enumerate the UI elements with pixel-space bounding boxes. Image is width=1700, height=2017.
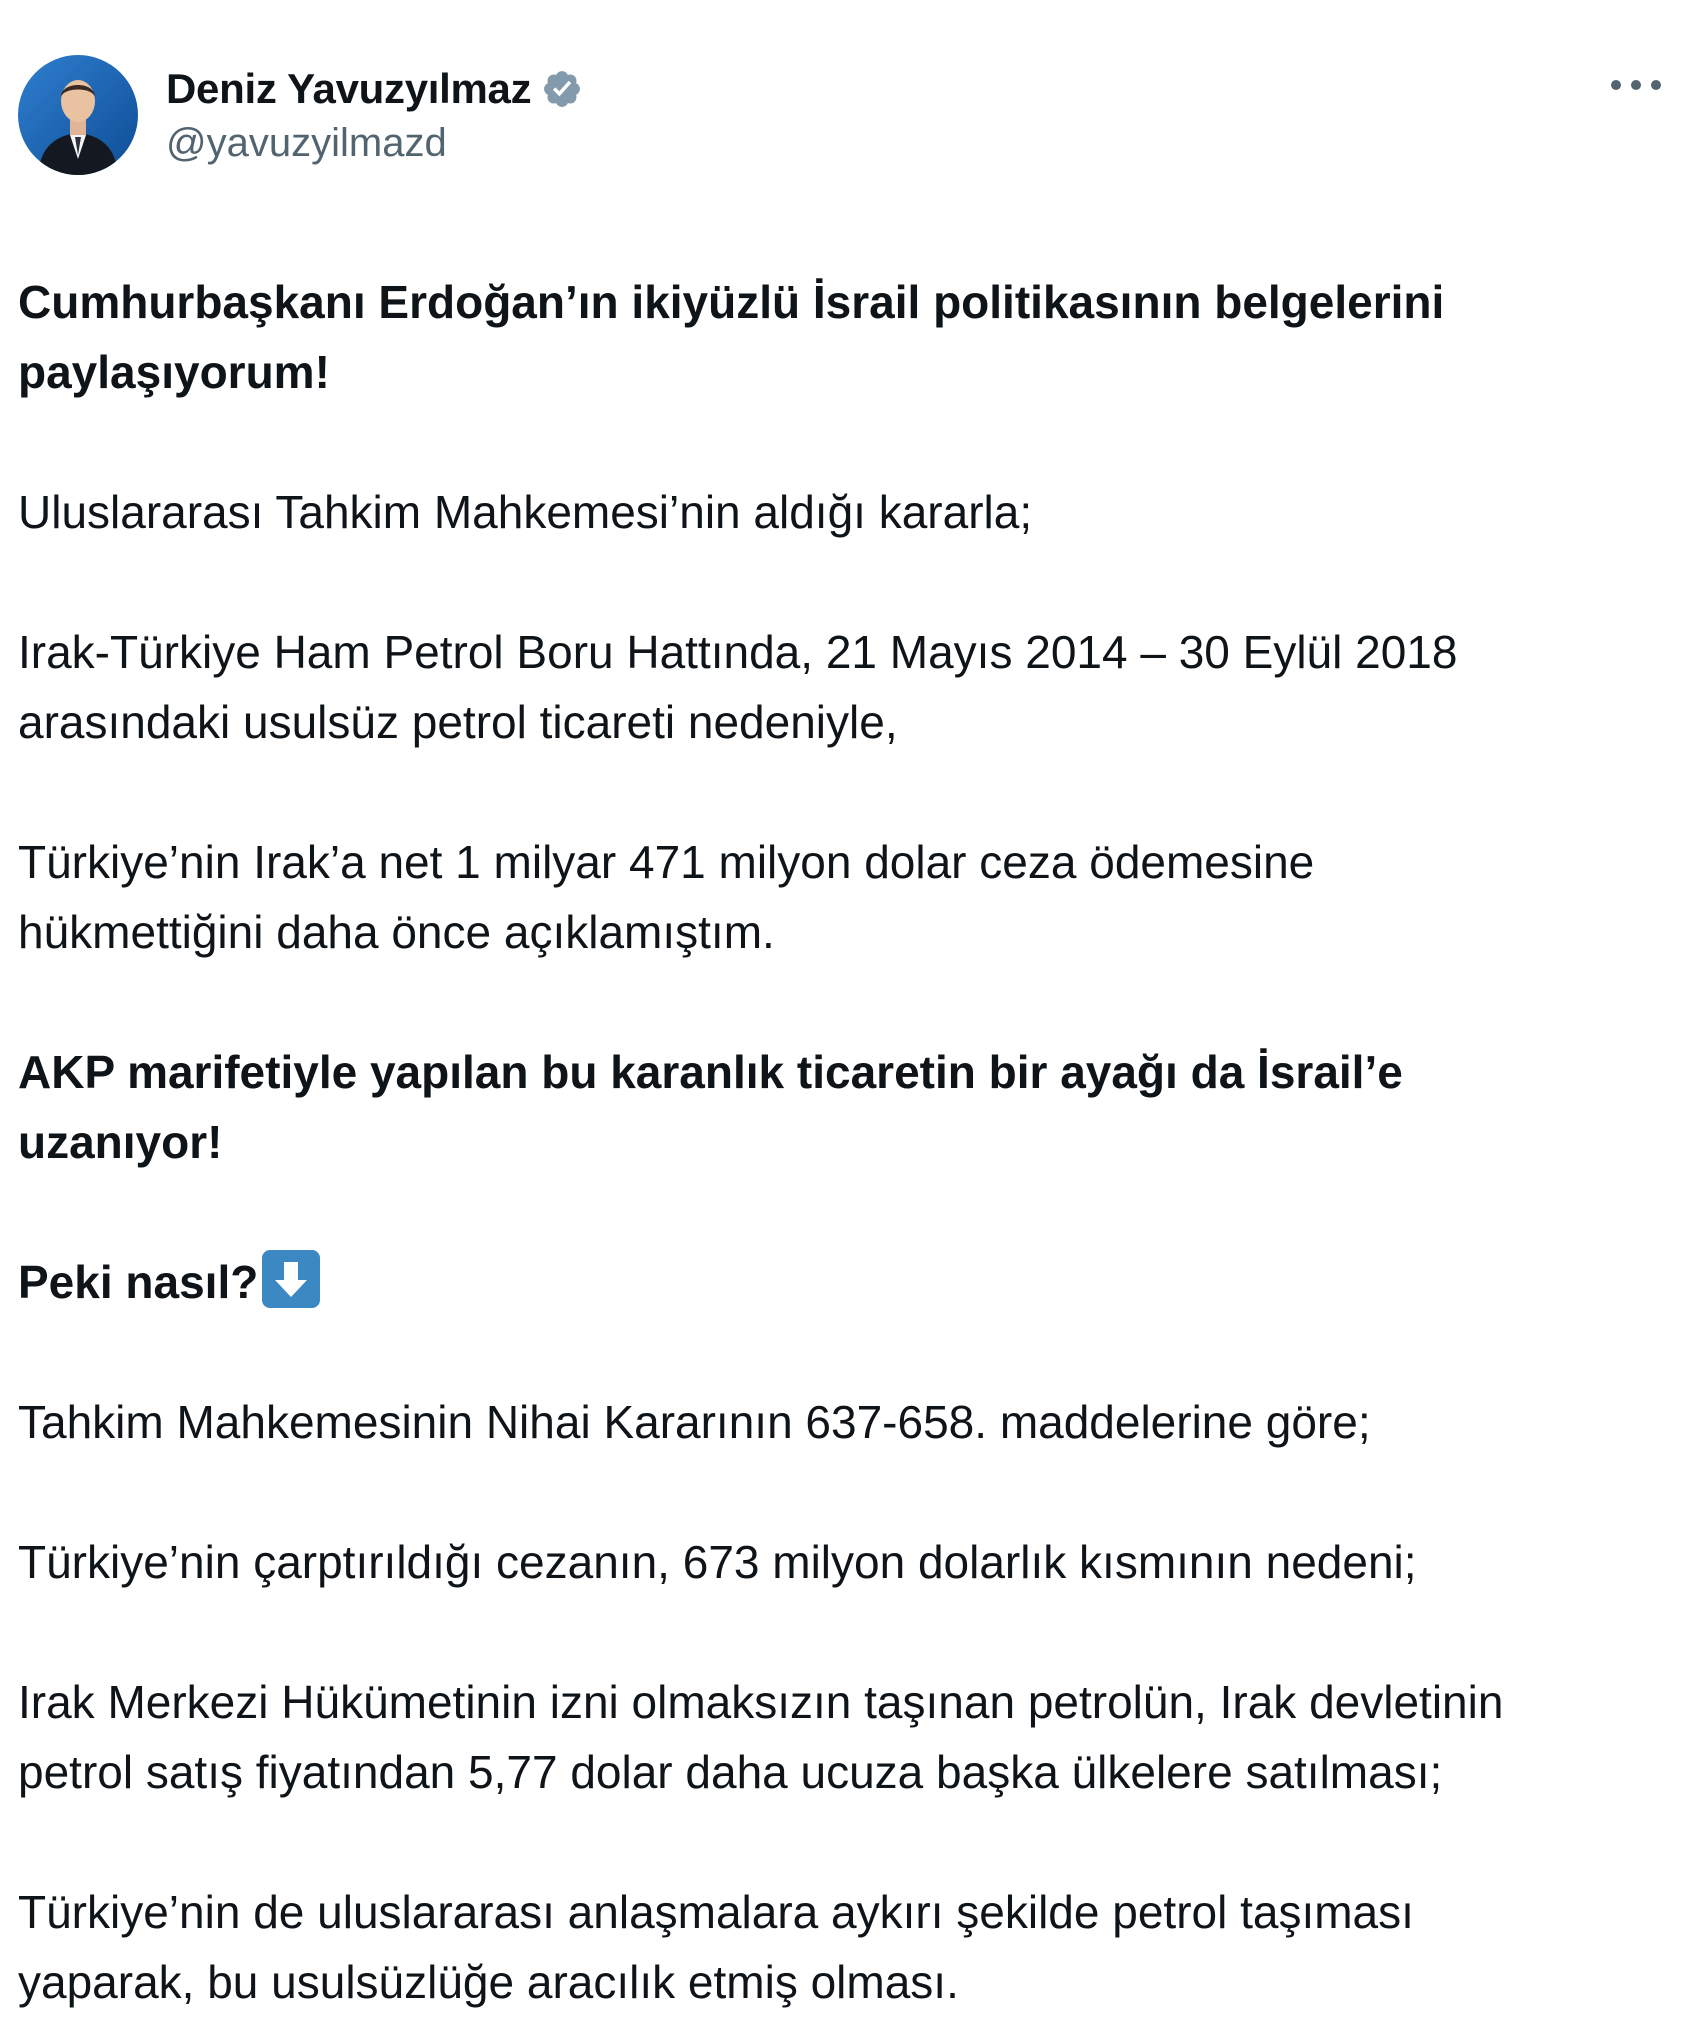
tweet-paragraph: [18, 827, 1678, 967]
tweet-paragraph: [18, 1527, 1678, 1597]
tweet-paragraph: [18, 477, 1678, 547]
text-line: Uluslararası Tahkim Mahkemesi’nin aldığı kararla;: [18, 486, 1033, 538]
name-row: [166, 63, 583, 115]
more-dots-icon: [1608, 77, 1664, 93]
text-line: yaparak, bu usulsüzlüğe aracılık etmiş olması.: [18, 1956, 959, 2008]
text-line: Irak Merkezi Hükümetinin izni olmaksızın taşınan petrolün, Irak devletinin: [18, 1676, 1504, 1728]
tweet-paragraph: [18, 1667, 1678, 1807]
text-line: Türkiye’nin de uluslararası anlaşmalara aykırı şekilde petrol taşıması: [18, 1886, 1414, 1938]
tweet-paragraph: [18, 1387, 1678, 1457]
text-line: AKP marifetiyle yapılan bu karanlık ticaretin bir ayağı da İsrail’e: [18, 1046, 1403, 1098]
avatar-photo-icon: [18, 55, 138, 175]
text-line: Cumhurbaşkanı Erdoğan’ın ikiyüzlü İsrail politikasının belgelerini: [18, 276, 1445, 328]
author-handle[interactable]: @yavuzyilmazd: [166, 121, 447, 165]
verified-badge-icon[interactable]: [541, 68, 583, 110]
more-options-button[interactable]: [1604, 61, 1668, 109]
tweet-paragraph: [18, 1877, 1678, 2017]
text-line: uzanıyor!: [18, 1116, 223, 1168]
text-line: Türkiye’nin Irak’a net 1 milyar 471 milyon dolar ceza ödemesine: [18, 836, 1315, 888]
author-avatar[interactable]: [18, 55, 138, 175]
text-line: petrol satış fiyatından 5,77 dolar daha ucuza başka ülkelere satılması;: [18, 1746, 1443, 1798]
author-identity: [166, 55, 583, 166]
tweet-paragraph: [18, 1247, 1678, 1317]
tweet-header: [18, 55, 1678, 185]
text-line: hükmettiğini daha önce açıklamıştım.: [18, 906, 775, 958]
tweet-paragraph: [18, 1037, 1678, 1177]
text-line: paylaşıyorum!: [18, 346, 330, 398]
text-line: Irak-Türkiye Ham Petrol Boru Hattında, 21 Mayıs 2014 – 30 Eylül 2018: [18, 626, 1458, 678]
text-line: Tahkim Mahkemesinin Nihai Kararının 637-658. maddelerine göre;: [18, 1396, 1371, 1448]
text-line: arasındaki usulsüz petrol ticareti nedeniyle,: [18, 696, 898, 748]
down-arrow-button-icon: [262, 1250, 320, 1308]
tweet-paragraph: [18, 617, 1678, 757]
author-name[interactable]: Deniz Yavuzyılmaz: [166, 65, 532, 112]
text-line: Türkiye’nin çarptırıldığı cezanın, 673 milyon dolarlık kısmının nedeni;: [18, 1536, 1417, 1588]
tweet-paragraph: [18, 267, 1678, 407]
text-line: Peki nasıl?: [18, 1256, 259, 1308]
tweet-text: [18, 267, 1678, 2017]
